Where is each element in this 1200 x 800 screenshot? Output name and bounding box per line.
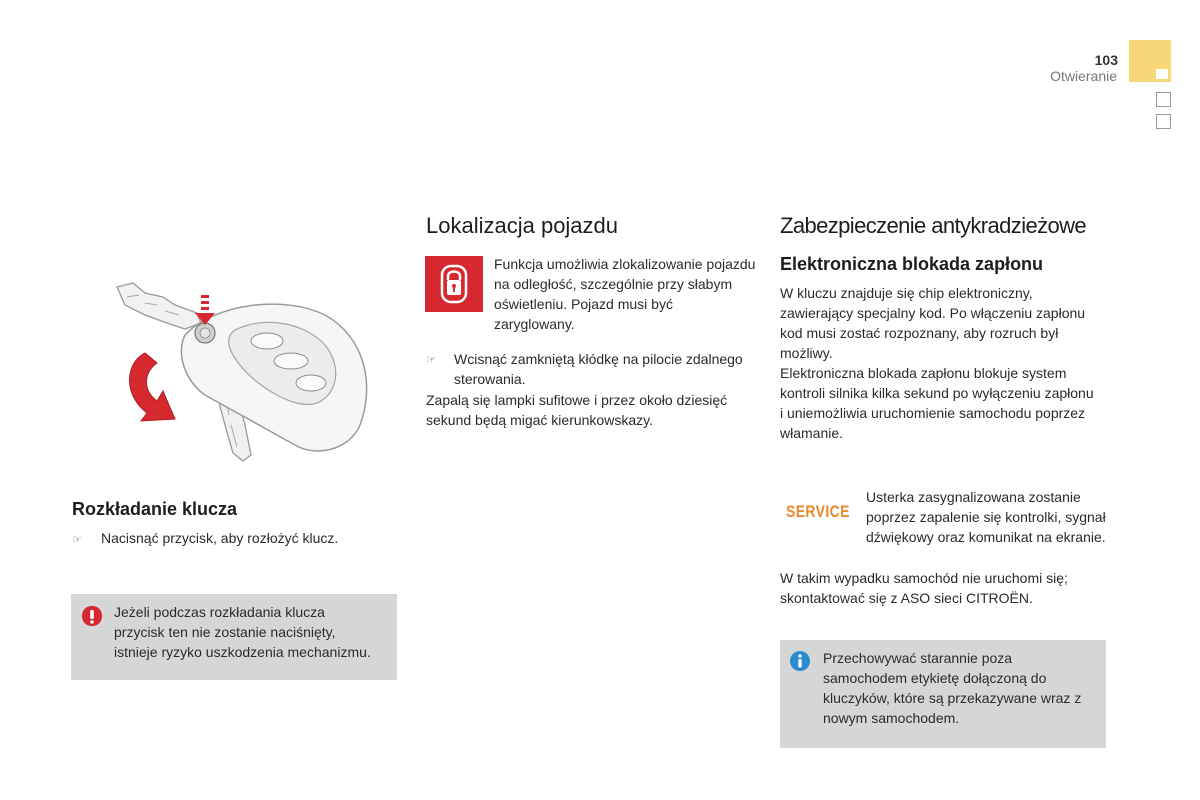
immobiliser-para-2: Elektroniczna blokada zapłonu blokuje system kontroli silnika kilka sekund po wyłączeniu zapłonu i uniemożliwia uruchomienie samochodu poprzez włamanie. [780,365,1094,441]
immobiliser-para-1: W kluczu znajduje się chip elektroniczny, zawierający specjalny kod. Po włączeniu zapłonu kod musi zostać rozpoznany, aby rozruch był możliwy. [780,285,1086,361]
info-icon [789,650,811,672]
info-note [780,640,1106,748]
immobiliser-heading: Elektroniczna blokada zapłonu [780,254,1044,274]
pointing-hand-icon: ☞ [72,534,82,546]
vehicle-location-heading: Lokalizacja pojazdu [426,213,619,238]
page-number: 103 [1094,52,1118,68]
pointing-hand-icon: ☞ [426,354,436,366]
warning-exclamation-icon [81,605,103,627]
info-text: Przechowywać starannie poza samochodem etykietę dołączoną do kluczyków, które są przekazywane wraz z nowym samochodem. [823,650,1082,726]
warning-note [71,594,397,680]
service-text: Usterka zasygnalizowana zostanie poprzez zapalenie się kontrolki, sygnał dźwiękowy oraz komunikat na ekranie. [866,489,1106,545]
anti-theft-heading: Zabezpieczenie antykradzieżowe [780,213,1087,238]
padlock-icon [425,256,483,312]
vehicle-location-intro: Funkcja umożliwia zlokalizowanie pojazdu na odległość, szczególnie przy słabym oświetleniu. Pojazd musi być zaryglowany. [494,256,756,332]
key-unfolding-heading: Rozkładanie klucza [72,499,238,519]
section-title: Otwieranie [1050,68,1117,84]
key-unfolding-step: Nacisnąć przycisk, aby rozłożyć klucz. [101,530,339,546]
warning-text: Jeżeli podczas rozkładania klucza przycisk ten nie zostanie naciśnięty, istnieje ryzyko uszkodzenia mechanizmu. [114,604,371,660]
rotation-arrow [130,353,176,421]
chapter-tab[interactable] [1129,40,1171,82]
service-followup: W takim wypadku samochód nie uruchomi się; skontaktować się z ASO sieci CITROËN. [780,570,1068,606]
vehicle-location-step: Wcisnąć zamkniętą kłódkę na pilocie zdalnego sterowania. [454,351,743,387]
nav-square-2[interactable] [1156,114,1171,129]
key-fob-illustration [105,275,380,470]
service-warning-icon: SERVICE [786,502,850,521]
nav-square-1[interactable] [1156,92,1171,107]
vehicle-location-result: Zapalą się lampki sufitowe i przez około dziesięć sekund będą migać kierunkowskazy. [426,392,728,428]
